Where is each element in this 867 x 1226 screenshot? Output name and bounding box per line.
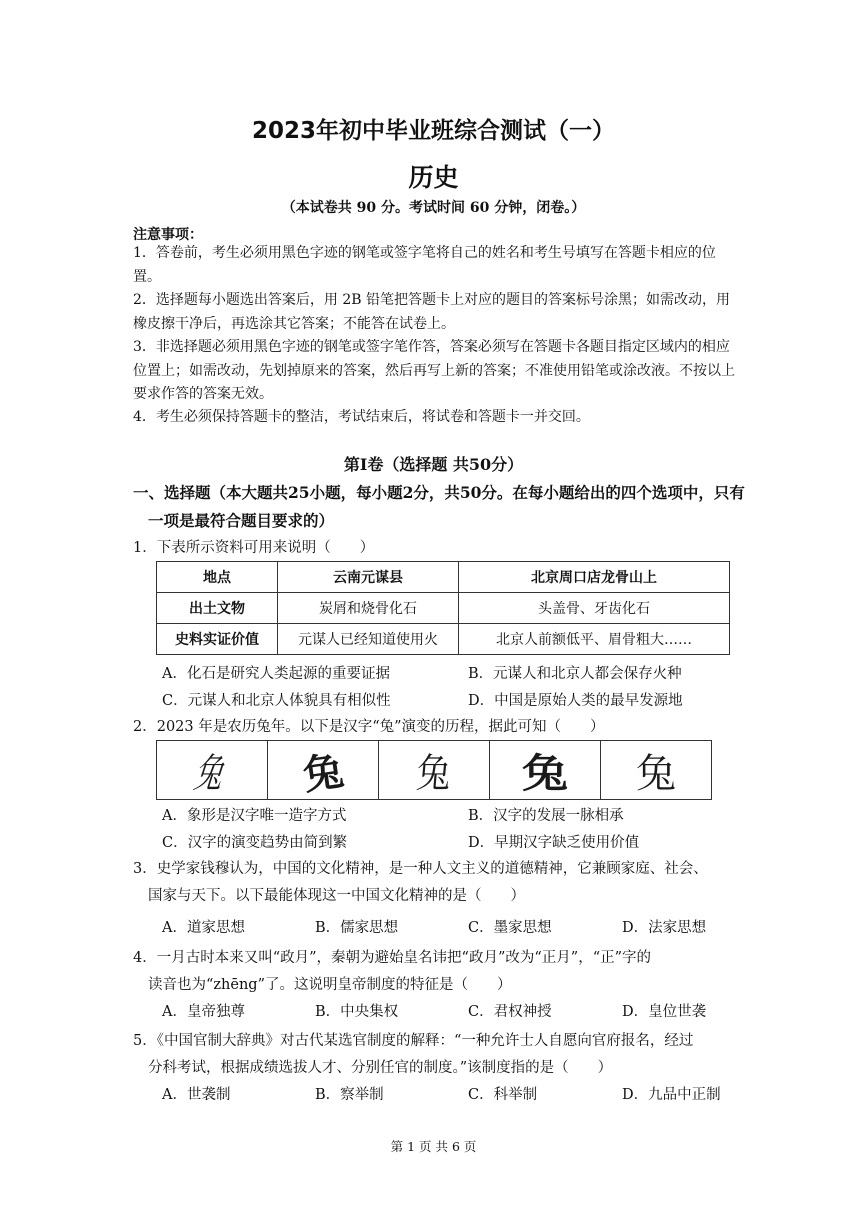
- table-header-cell: 北京周口店龙骨山上: [459, 562, 730, 593]
- notice-item-4: 4．考生必须保持答题卡的整洁，考试结束后，将试卷和答题卡一并交回。: [133, 409, 590, 425]
- q4-option-a: A．皇帝独尊: [162, 1004, 245, 1020]
- q3-option-c: C．墨家思想: [468, 920, 552, 936]
- q2-option-d: D．早期汉字缺乏使用价值: [468, 835, 640, 851]
- section-instruction-line1: 一、选择题（本大题共25小题，每小题2分，共50分。在每小题给出的四个选项中，只有: [133, 483, 745, 502]
- glyph-clerical: [490, 741, 601, 799]
- notice-heading: 注意事项：: [133, 227, 203, 243]
- glyph-bronze-image: 兔: [300, 746, 347, 800]
- glyph-oracle-bone: [157, 741, 268, 799]
- q1-option-d: D．中国是原始人类的最早发源地: [468, 693, 683, 709]
- page-number: 第 1 页 共 6 页: [390, 1139, 477, 1154]
- glyph-clerical-image: 兔: [522, 749, 568, 797]
- q2-stem: 2．2023 年是农历兔年。以下是汉字“兔”演变的历程，据此可知（ ）: [133, 719, 605, 735]
- q5-line2: 分科考试，根据成绩选拔人才、分别任官的制度。”该制度指的是（ ）: [148, 1060, 613, 1076]
- q2-option-a: A．象形是汉字唯一造字方式: [162, 808, 347, 824]
- q1-table: [156, 561, 730, 655]
- q1-option-c: C．元谋人和北京人体貌具有相似性: [162, 693, 391, 709]
- table-cell: 元谋人已经知道使用火: [278, 624, 459, 655]
- table-cell: 头盖骨、牙齿化石: [459, 593, 730, 624]
- q1-option-b: B．元谋人和北京人都会保存火种: [468, 666, 682, 682]
- q5-option-d: D．九品中正制: [622, 1087, 721, 1103]
- table-row: [157, 593, 730, 624]
- glyph-bronze: [268, 741, 379, 799]
- q3-line1: 3．史学家钱穆认为，中国的文化精神，是一种人文主义的道德精神，它兼顾家庭、社会、: [133, 861, 708, 877]
- notice-item-3: 3．非选择题必须用黑色字迹的钢笔或签字笔作答，答案必须写在答题卡各题目指定区域内的相应位置上；如需改动，先划掉原来的答案，然后再写上新的答案；不准使用铅笔或涂改液。不按以上要求作答的答案无效。: [133, 339, 735, 402]
- q4-option-d: D．皇位世袭: [622, 1004, 707, 1020]
- q5-option-c: C．科举制: [468, 1087, 538, 1103]
- q3-line2: 国家与天下。以下最能体现这一中国文化精神的是（ ）: [148, 888, 525, 904]
- glyph-seal: [379, 741, 490, 799]
- q2-option-c: C．汉字的演变趋势由简到繁: [162, 835, 348, 851]
- q4-option-c: C．君权神授: [468, 1004, 552, 1020]
- q3-option-d: D．法家思想: [622, 920, 707, 936]
- q5-option-a: A．世袭制: [162, 1087, 231, 1103]
- table-header-cell: 地点: [157, 562, 278, 593]
- notice-item-1: 1．答卷前，考生必须用黑色字迹的钢笔或签字笔将自己的姓名和考生号填写在答题卡相应的位置。: [133, 245, 716, 285]
- q4-option-b: B．中央集权: [315, 1004, 399, 1020]
- q3-option-a: A．道家思想: [162, 920, 245, 936]
- q5-option-b: B．察举制: [315, 1087, 384, 1103]
- section-instruction-line2: 一项是最符合题目要求的）: [148, 511, 335, 530]
- q1-option-a: A．化石是研究人类起源的重要证据: [162, 666, 390, 682]
- table-row: [157, 624, 730, 655]
- exam-title: 2023年初中毕业班综合测试（一）: [251, 118, 615, 144]
- q1-stem: 1．下表所示资料可用来说明（ ）: [133, 540, 375, 556]
- glyph-regular: [601, 741, 711, 799]
- table-cell: 北京人前额低平、眉骨粗大……: [459, 624, 730, 655]
- q4-line1: 4．一月古时本来又叫“政月”，秦朝为避始皇名讳把“政月”改为“正月”，“正”字的: [133, 950, 652, 966]
- glyph-oracle-bone-image: 兔: [189, 750, 233, 797]
- q5-line1: 5．《中国官制大辞典》对古代某选官制度的解释：“一种允许士人自愿向官府报名，经过: [133, 1033, 694, 1049]
- table-header-cell: 云南元谋县: [278, 562, 459, 593]
- table-cell: 炭屑和烧骨化石: [278, 593, 459, 624]
- q3-option-b: B．儒家思想: [315, 920, 399, 936]
- notice-item-2: 2．选择题每小题选出答案后，用 2B 铅笔把答题卡上对应的题目的答案标号涂黑；如需改动，用橡皮擦干净后，再选涂其它答案；不能答在试卷上。: [133, 292, 731, 332]
- glyph-seal-image: 兔: [414, 750, 453, 797]
- rabbit-glyph-evolution: [156, 740, 712, 800]
- subject-title: 历史: [408, 163, 459, 192]
- exam-info: （本试卷共 90 分。考试时间 60 分钟，闭卷。）: [281, 200, 586, 216]
- table-row: [157, 562, 730, 593]
- glyph-regular-image: 兔: [636, 750, 676, 797]
- table-cell: 出土文物: [157, 593, 278, 624]
- q2-option-b: B．汉字的发展一脉相承: [468, 808, 624, 824]
- q4-line2: 读音也为“zhēng”了。这说明皇帝制度的特征是（ ）: [148, 977, 512, 993]
- table-cell: 史料实证价值: [157, 624, 278, 655]
- section-title: 第Ⅰ卷（选择题 共50分）: [343, 455, 524, 474]
